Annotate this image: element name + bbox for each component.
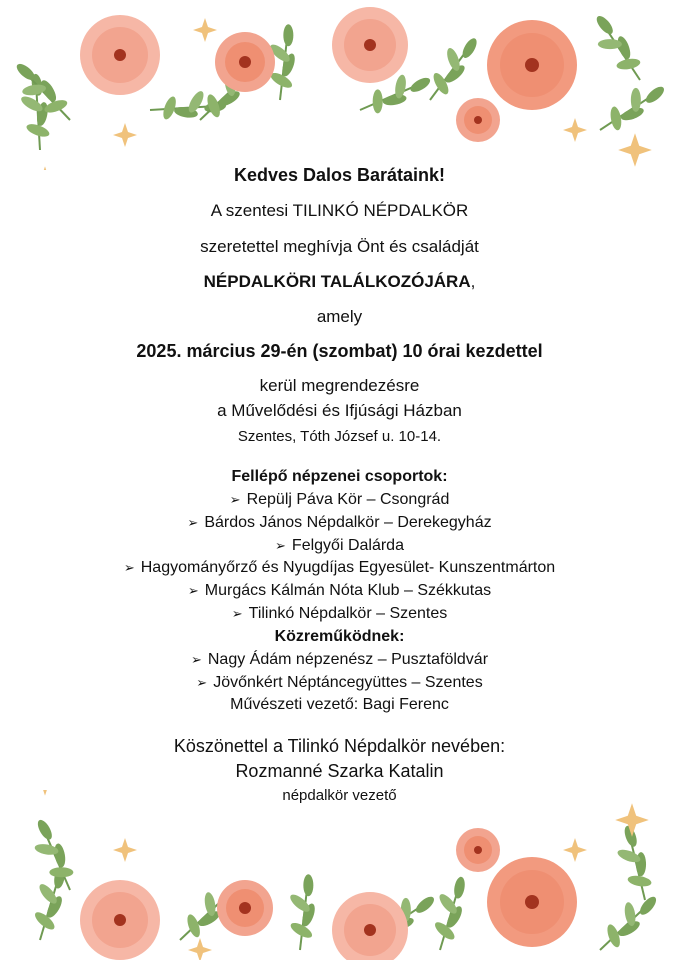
amely-line: amely bbox=[316, 307, 363, 326]
intro-line: A szentesi TILINKÓ NÉPDALKÖR bbox=[210, 201, 469, 220]
closing-thanks: Köszönettel a Tilinkó Népdalkör nevében: bbox=[173, 736, 506, 756]
performers-heading: Fellépő népzenei csoportok: bbox=[231, 468, 448, 485]
signatory-name: Rozmanné Szarka Katalin bbox=[235, 761, 444, 781]
invite-line: szeretettel meghívja Önt és családját bbox=[200, 237, 479, 256]
list-item: ➢ Bárdos János Népdalkör – Derekegyház bbox=[187, 514, 492, 531]
arrow-bullet-icon: ➢ bbox=[275, 538, 286, 553]
greeting: Kedves Dalos Barátaink! bbox=[233, 165, 446, 185]
arrow-bullet-icon: ➢ bbox=[123, 560, 135, 575]
arrow-bullet-icon: ➢ bbox=[229, 492, 241, 507]
arrow-bullet-icon: ➢ bbox=[187, 515, 199, 530]
arrow-bullet-icon: ➢ bbox=[231, 606, 243, 621]
signatory-role: népdalkör vezető bbox=[282, 787, 397, 804]
list-item: ➢ Hagyományőrző és Nyugdíjas Egyesület- Kunszentmárton bbox=[123, 559, 556, 576]
artistic-director: Művészeti vezető: Bagi Ferenc bbox=[230, 696, 449, 713]
arrow-bullet-icon: ➢ bbox=[196, 675, 208, 690]
address: Szentes, Tóth József u. 10-14. bbox=[237, 428, 442, 445]
event-date: 2025. március 29-én (szombat) 10 órai kezdettel bbox=[136, 341, 543, 361]
list-item: ➢ Murgács Kálmán Nóta Klub – Székkutas bbox=[187, 582, 492, 599]
arrow-bullet-icon: ➢ bbox=[187, 583, 199, 598]
organized-line: kerül megrendezésre bbox=[259, 376, 420, 395]
list-item: ➢ Felgyői Dalárda bbox=[275, 537, 404, 554]
list-item: ➢ Jövőnkért Néptáncegyüttes – Szentes bbox=[196, 674, 483, 691]
list-item: ➢ Tilinkó Népdalkör – Szentes bbox=[231, 605, 448, 622]
event-title-suffix: , bbox=[470, 272, 476, 291]
event-title-line bbox=[0, 272, 679, 292]
event-title: NÉPDALKÖRI TALÁLKOZÓJÁRA bbox=[203, 272, 471, 291]
list-item: ➢ Nagy Ádám népzenész – Pusztaföldvár bbox=[190, 651, 489, 668]
contributors-heading: Közreműködnek: bbox=[274, 628, 405, 645]
arrow-bullet-icon: ➢ bbox=[190, 652, 202, 667]
venue: a Művelődési és Ifjúsági Házban bbox=[217, 401, 462, 420]
list-item: ➢ Repülj Páva Kör – Csongrád bbox=[229, 491, 450, 508]
